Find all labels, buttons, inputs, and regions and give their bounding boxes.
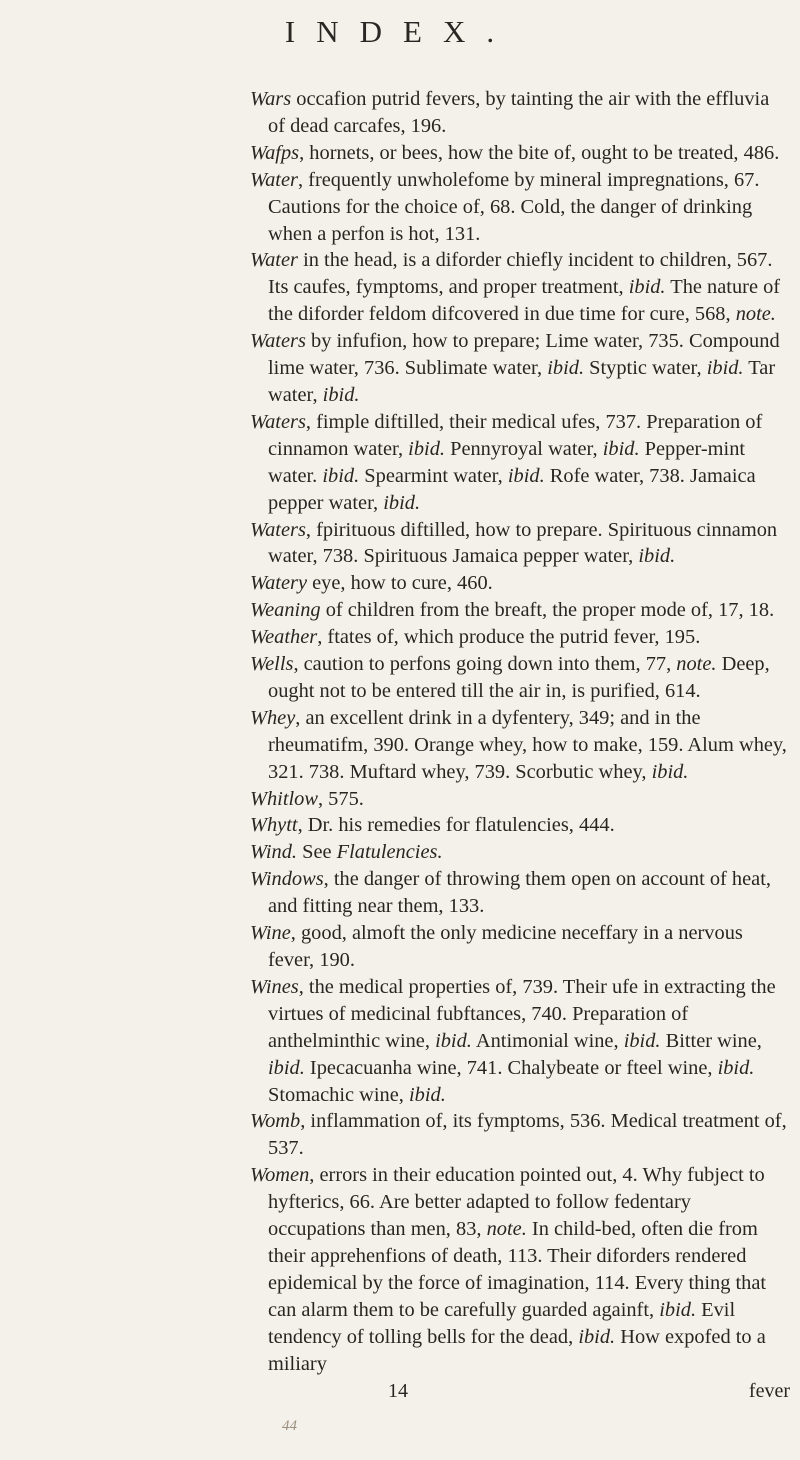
entry-headword: Weaning (250, 599, 321, 622)
entry-text: ibid. (651, 760, 689, 783)
entry-text: note. (486, 1218, 527, 1241)
entry-text: ibid. (408, 437, 445, 460)
entry-text: , errors in their education pointed out, 4. Why fubject to hyfterics, 66. Are better adapted to follow fedentary occupations than men, 83, (268, 1164, 765, 1241)
entry-text: Pennyroyal water, (445, 437, 603, 460)
handwritten-mark: 44 (282, 1418, 297, 1434)
entry-text: ibid. (322, 383, 360, 406)
page-footer (250, 1380, 790, 1404)
entry-headword: Whytt (250, 814, 298, 837)
entry-text: Spearmint water, (359, 464, 508, 487)
entry-text: , hornets, or bees, how the bite of, ought to be treated, 486. (299, 141, 780, 164)
entry-text: , caution to perfons going down into them, 77, (293, 653, 677, 676)
entry-text: , the medical properties of, 739. Their ufe in extracting the virtues of medicinal fubftances, 740. Preparation of anthelminthic wine, (268, 975, 776, 1052)
entry-text: ibid. (602, 437, 640, 460)
entry-text: , the danger of throwing them open on account of heat, and fitting near them, 133. (268, 868, 771, 918)
index-entry (250, 920, 790, 974)
entry-text: ibid. (623, 1029, 661, 1052)
entry-text: Pepper-mint water. (268, 437, 746, 487)
entry-headword: Wines (250, 975, 299, 998)
entry-text: note. (735, 303, 776, 326)
entry-text: , fimple diftilled, their medical ufes, 737. Preparation of cinnamon water, (268, 410, 763, 460)
index-entry (250, 705, 790, 786)
index-entry (250, 409, 790, 517)
entry-text: Rofe water, 738. Jamaica pepper water, (268, 464, 756, 514)
entry-text: ibid. (268, 1056, 305, 1079)
entry-text: ibid. (638, 545, 676, 568)
index-entry (250, 974, 790, 1109)
entry-text: ibid. (383, 491, 421, 514)
entry-text: , inflammation of, its fymptoms, 536. Medical treatment of, 537. (268, 1110, 787, 1160)
entry-text: eye, how to cure, 460. (307, 572, 493, 595)
entry-headword: Wine (250, 922, 291, 945)
entry-text: Stomachic wine, (268, 1083, 410, 1106)
entry-headword: Waters (250, 518, 306, 541)
entry-text: Deep, ought not to be entered till the air in, is purified, 614. (268, 653, 770, 702)
entry-headword: Wind. (250, 841, 298, 864)
signature-mark: 14 (388, 1380, 408, 1402)
entry-text: See (297, 841, 337, 864)
entry-text: note. (676, 653, 717, 676)
index-entry (250, 570, 790, 597)
index-entry (250, 517, 790, 571)
entry-text: ibid. (659, 1298, 697, 1321)
index-entry (250, 1162, 790, 1377)
entry-text: ibid. (409, 1083, 446, 1106)
entry-headword: Watery (250, 572, 308, 595)
index-entry (250, 624, 790, 651)
entry-text: , 575. (317, 787, 364, 810)
entry-text: The nature of the diforder feldom difcovered in due time for cure, 568, (268, 276, 781, 326)
entry-text: occafion putrid fevers, by tainting the air with the effluvia of dead carcafes, 196. (268, 88, 770, 137)
index-entries (250, 86, 790, 1378)
entry-headword: Wells (250, 653, 294, 676)
entry-text: , Dr. his remedies for flatulencies, 444. (297, 814, 615, 837)
entry-headword: Water (250, 249, 298, 272)
index-entry (250, 812, 790, 839)
entry-text: ibid. (706, 357, 744, 380)
index-entry (250, 86, 790, 140)
entry-text: Ipecacuanha wine, 741. Chalybeate or fteel wine, (304, 1056, 718, 1079)
entry-headword: Waters (250, 330, 306, 353)
index-entry (250, 247, 790, 328)
index-entry (250, 167, 790, 248)
entry-text: ibid. (435, 1029, 472, 1052)
entry-headword: Waters (250, 410, 306, 433)
entry-text: , frequently unwholefome by mineral impregnations, 67. Cautions for the choice of, 68. Cold, the danger of drinking when a perfon is hot, 131. (268, 168, 760, 245)
page-header: INDEX. (284, 14, 516, 49)
entry-text: , an excellent drink in a dyfentery, 349; and in the rheumatifm, 390. Orange whey, how to make, 159. Alum whey, 321. 738. Muftard whey, 739. Scorbutic whey, (268, 706, 787, 783)
entry-text: Evil tendency of tolling bells for the dead, (268, 1298, 736, 1348)
entry-text: ibid. (578, 1325, 616, 1348)
entry-headword: Whey (250, 706, 296, 729)
entry-headword: Womb (250, 1110, 301, 1133)
entry-headword: Weather (250, 626, 318, 649)
entry-text: ibid. (547, 357, 585, 380)
entry-text: Antimonial wine, (471, 1029, 624, 1052)
index-entry (250, 1108, 790, 1162)
entry-headword: Water (250, 168, 298, 191)
index-entry (250, 651, 790, 705)
entry-text: Tar water, (268, 357, 776, 406)
index-entry (250, 786, 790, 813)
entry-headword: Whitlow (250, 787, 318, 810)
catchword: fever (748, 1380, 790, 1402)
entry-text: by infufion, how to prepare; Lime water, 735. Compound lime water, 736. Sublimate water, (268, 330, 780, 380)
entry-text: Flatulencies. (336, 841, 443, 864)
entry-headword: Windows (250, 868, 324, 891)
index-entry (250, 839, 790, 866)
entry-text: ibid. (717, 1056, 755, 1079)
entry-text: How expofed to a miliary (268, 1325, 766, 1375)
index-entry (250, 866, 790, 920)
entry-text: , ftates of, which produce the putrid fever, 195. (317, 626, 701, 649)
entry-text: in the head, is a diforder chiefly incident to children, 567. Its caufes, fymptoms, and proper treatment, (268, 249, 773, 299)
entry-text: , good, almoft the only medicine neceffary in a nervous fever, 190. (268, 922, 743, 971)
index-entry (250, 140, 790, 167)
entry-headword: Women (250, 1164, 310, 1187)
entry-text: ibid. (507, 464, 545, 487)
entry-text: ibid. (322, 464, 360, 487)
index-entry (250, 328, 790, 409)
entry-headword: Wafps (250, 141, 300, 164)
entry-text: In child-bed, often die from their apprehenfions of death, 113. Their diforders rendered epidemical by the force of imagination, 114. Every thing that can alarm them to be carefully guarded againft, (268, 1218, 767, 1321)
entry-text: Bitter wine, (660, 1029, 762, 1052)
entry-text: Styptic water, (584, 357, 707, 380)
entry-headword: Wars (250, 88, 292, 110)
entry-text: of children from the breaft, the proper mode of, 17, 18. (320, 599, 775, 622)
index-entry (250, 597, 790, 624)
entry-text: ibid. (628, 276, 666, 299)
entry-text: , fpirituous diftilled, how to prepare. Spirituous cinnamon water, 738. Spirituous Jamaica pepper water, (268, 518, 778, 568)
